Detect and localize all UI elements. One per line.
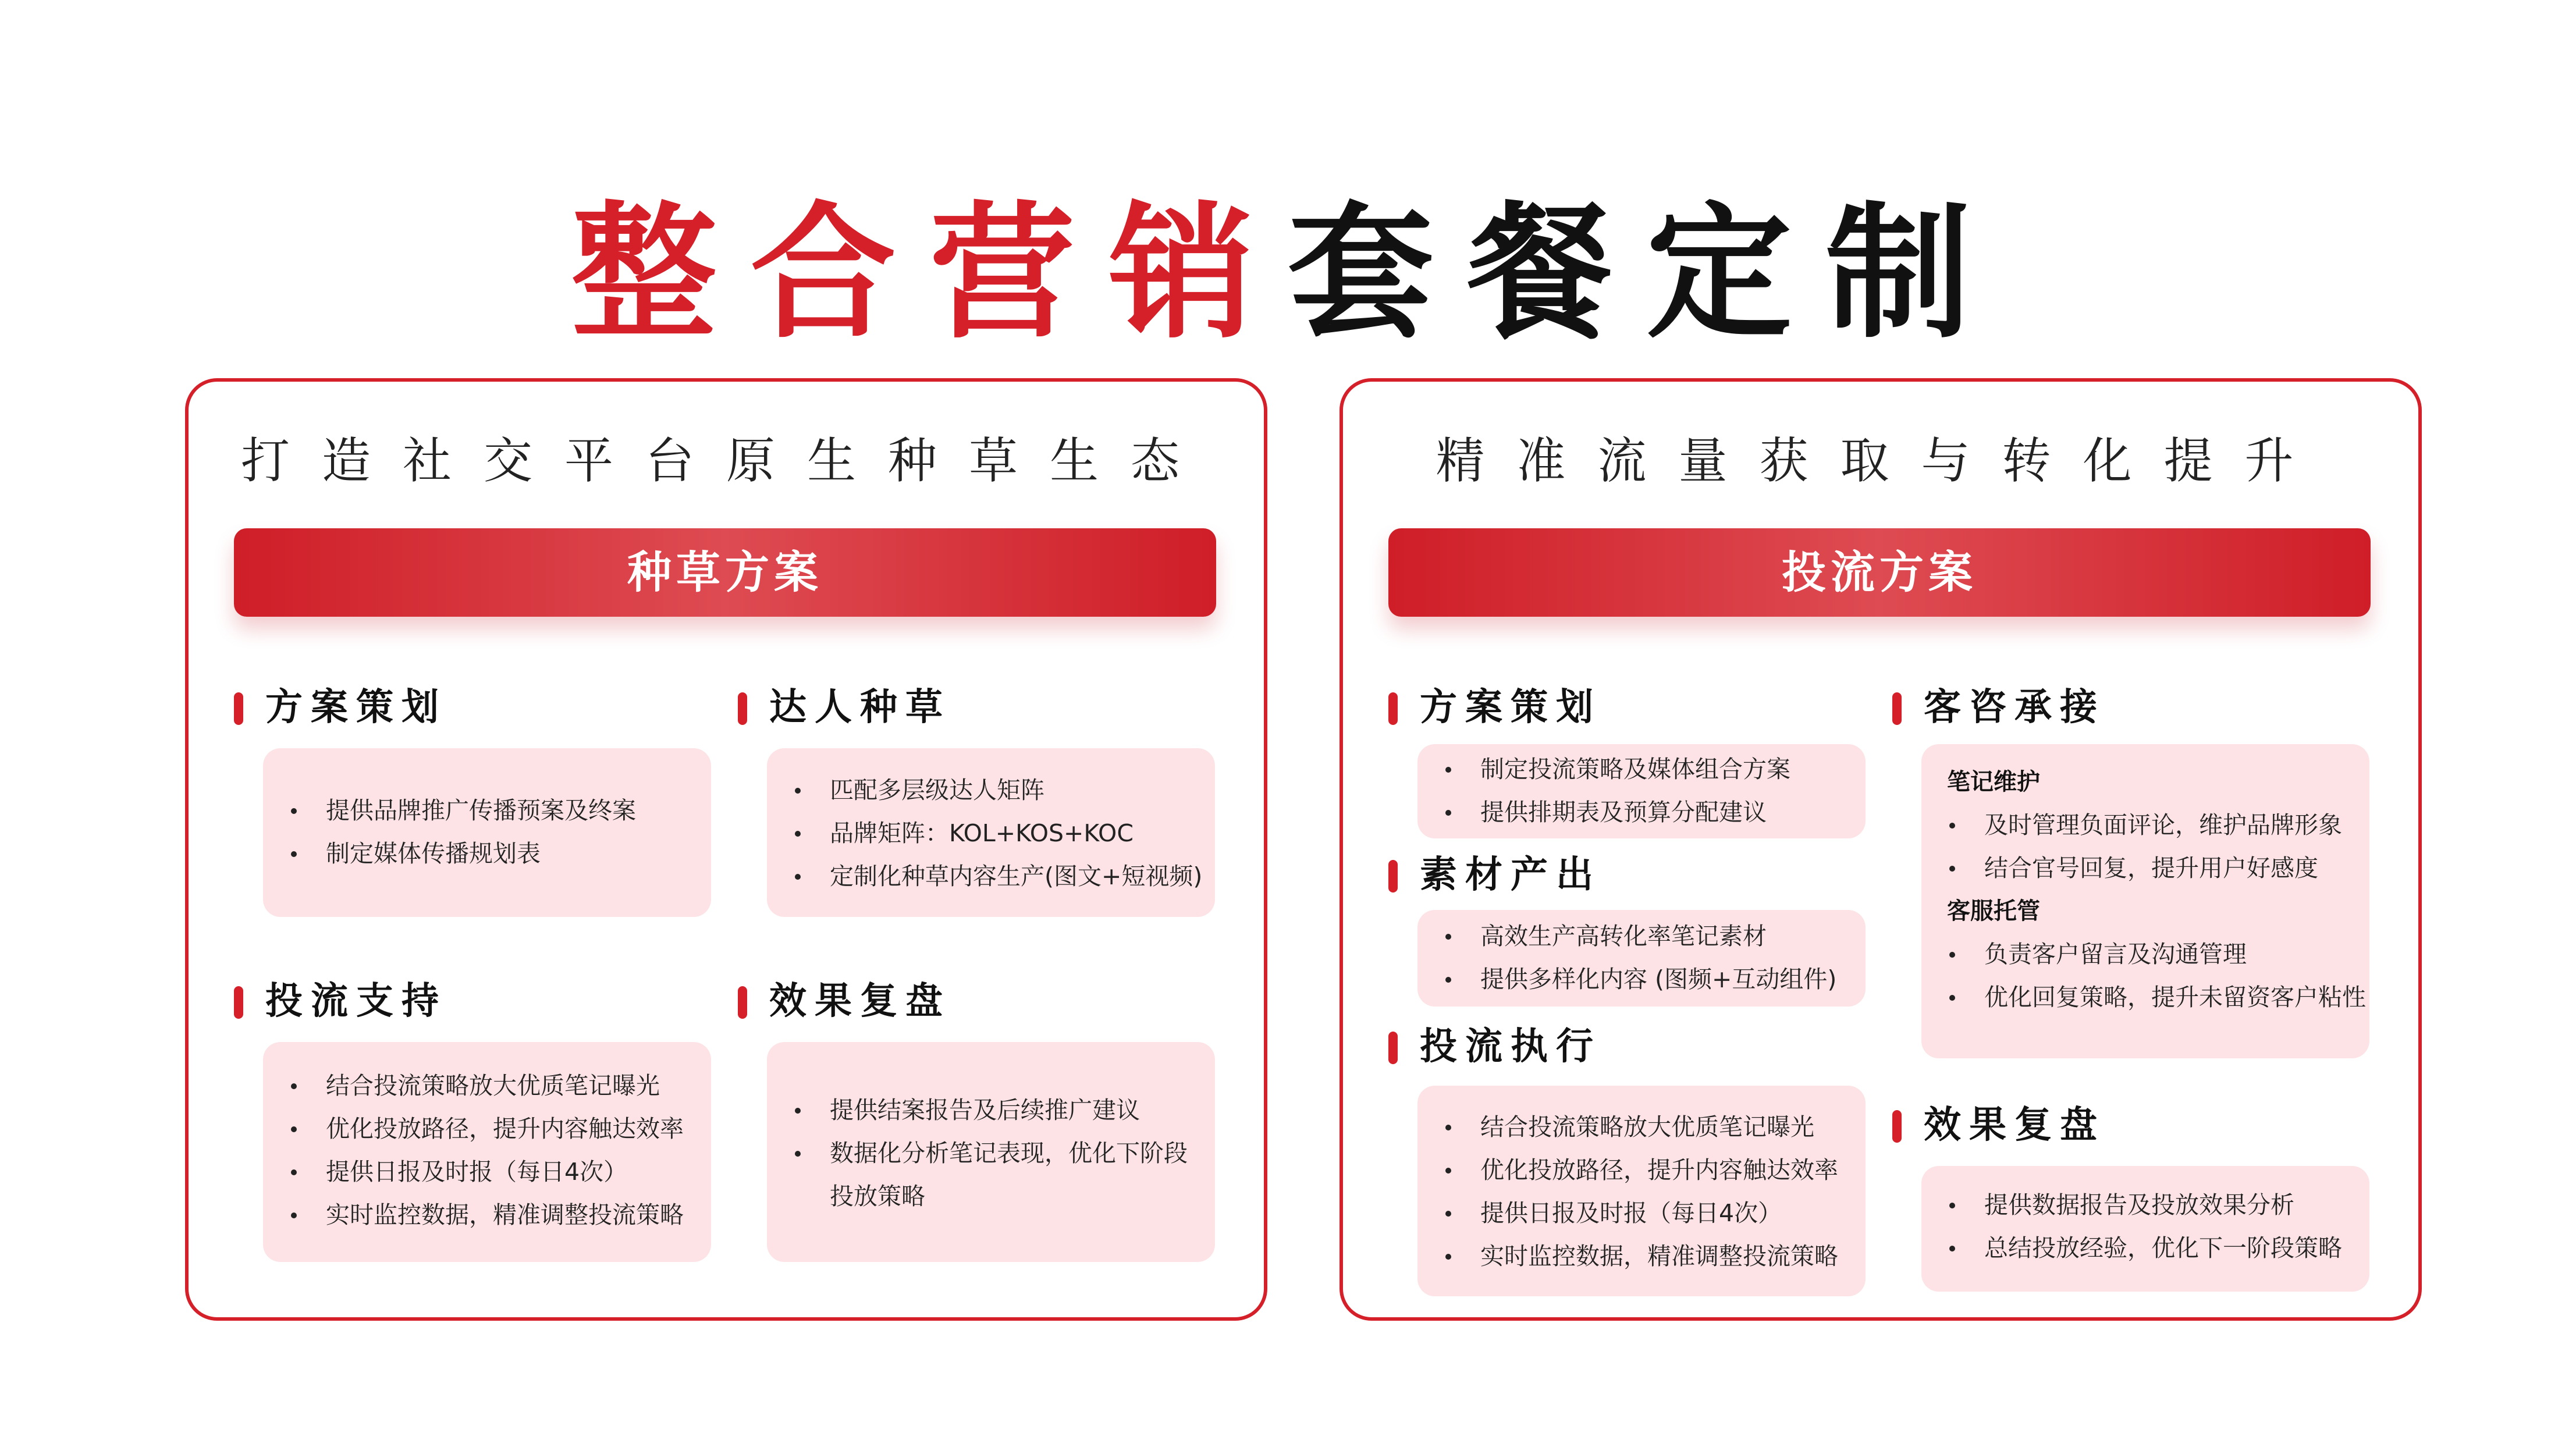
title-highlight: 整合营销 <box>571 189 1288 358</box>
list-item: 提供多样化内容 (图频+互动组件) <box>1417 958 1866 1001</box>
section-content-box <box>767 1042 1215 1262</box>
list-item: 及时管理负面评论，维护品牌形象 <box>1921 803 2369 847</box>
section-marker <box>738 692 747 725</box>
list-item: 优化回复策略，提升未留资客户粘性 <box>1921 976 2369 1019</box>
traffic-plan-panel <box>1339 378 2422 1321</box>
list-item: 结合官号回复，提升用户好感度 <box>1921 847 2369 890</box>
list-item: 优化投放路径，提升内容触达效率 <box>1417 1149 1866 1192</box>
list-item: 匹配多层级达人矩阵 <box>767 769 1215 812</box>
list-item: 提供品牌推广传播预案及终案 <box>263 789 711 832</box>
list-item: 结合投流策略放大优质笔记曝光 <box>1417 1105 1866 1149</box>
list-item: 提供结案报告及后续推广建议 <box>767 1089 1192 1132</box>
section-marker <box>1388 860 1398 893</box>
section-content-box <box>263 1042 711 1262</box>
panel-banner: 种草方案 <box>234 528 1216 617</box>
panel-subtitle: 打造社交平台原生种草生态 <box>240 432 1211 489</box>
section-content-box <box>1417 1086 1866 1296</box>
section-content-box <box>1921 1166 2369 1292</box>
list-item: 提供数据报告及投放效果分析 <box>1921 1183 2369 1226</box>
list-item: 定制化种草内容生产(图文+短视频) <box>767 855 1215 898</box>
section-marker <box>1388 1032 1398 1064</box>
list-item: 数据化分析笔记表现，优化下阶段投放策略 <box>767 1132 1192 1218</box>
section-title: 效果复盘 <box>1924 1104 2105 1147</box>
section-content-box <box>263 748 711 917</box>
section-marker <box>738 986 747 1019</box>
list-item: 总结投放经验，优化下一阶段策略 <box>1921 1226 2369 1270</box>
section-marker <box>234 692 243 725</box>
section-marker <box>1388 692 1398 725</box>
section-content-box <box>1921 744 2369 1058</box>
list-item: 提供排期表及预算分配建议 <box>1417 791 1866 834</box>
section-content-box <box>1417 910 1866 1007</box>
list-item: 实时监控数据，精准调整投流策略 <box>263 1193 711 1236</box>
section-marker <box>1892 692 1902 725</box>
group-heading: 客服托管 <box>1947 898 2040 925</box>
list-item: 制定媒体传播规划表 <box>263 832 711 875</box>
list-item: 负责客户留言及沟通管理 <box>1921 933 2369 976</box>
list-item: 品牌矩阵：KOL+KOS+KOC <box>767 812 1215 855</box>
list-item: 提供日报及时报（每日4次） <box>1417 1192 1866 1235</box>
panel-banner: 投流方案 <box>1388 528 2371 617</box>
section-title: 客咨承接 <box>1924 686 2105 729</box>
section-title: 素材产出 <box>1420 854 1601 897</box>
section-title: 达人种草 <box>769 686 951 729</box>
panel-subtitle: 精准流量获取与转化提升 <box>1436 432 2326 489</box>
page-title <box>0 189 2576 358</box>
seeding-plan-panel <box>185 378 1267 1321</box>
section-marker <box>234 986 243 1019</box>
list-item: 实时监控数据，精准调整投流策略 <box>1417 1235 1866 1278</box>
list-item: 提供日报及时报（每日4次） <box>263 1150 711 1193</box>
section-content-box <box>767 748 1215 917</box>
section-title: 投流支持 <box>265 980 447 1023</box>
section-marker <box>1892 1110 1902 1143</box>
section-title: 投流执行 <box>1420 1025 1601 1068</box>
section-title: 方案策划 <box>1420 686 1601 729</box>
list-item: 优化投放路径，提升内容触达效率 <box>263 1107 711 1150</box>
section-title: 效果复盘 <box>769 980 951 1023</box>
section-title: 方案策划 <box>265 686 447 729</box>
list-item: 结合投流策略放大优质笔记曝光 <box>263 1064 711 1107</box>
title-main: 套餐定制 <box>1288 189 2005 358</box>
group-heading: 笔记维护 <box>1947 769 2040 795</box>
section-content-box <box>1417 744 1866 838</box>
list-item: 制定投流策略及媒体组合方案 <box>1417 748 1866 791</box>
list-item: 高效生产高转化率笔记素材 <box>1417 915 1866 958</box>
